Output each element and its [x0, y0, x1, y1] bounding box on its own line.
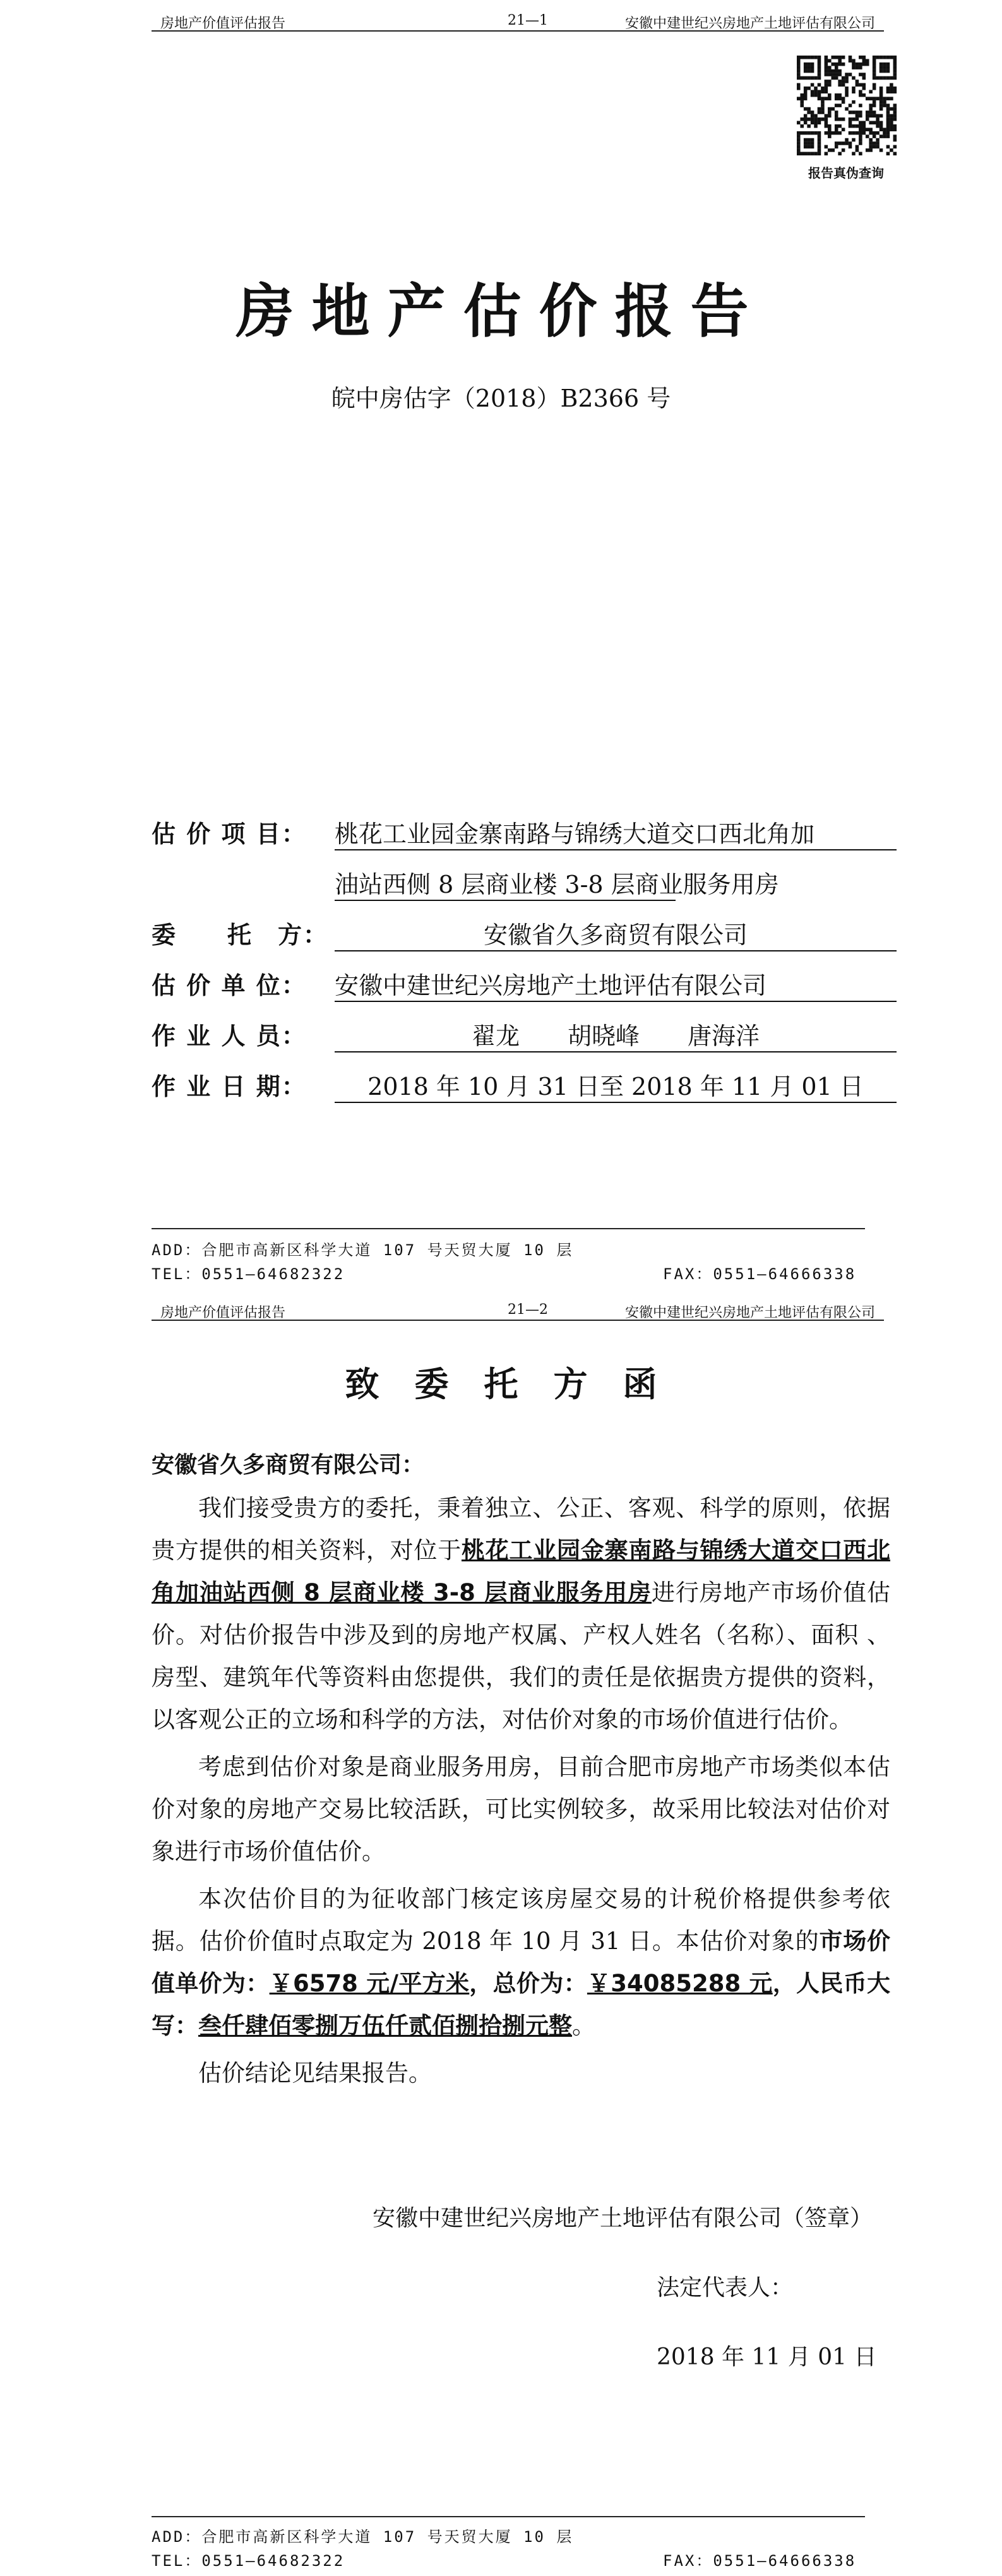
report-title: 房地产估价报告	[236, 278, 766, 345]
letter-title: 致委托方函	[345, 1364, 693, 1404]
info-row-date	[152, 1067, 897, 1105]
paragraph-3	[152, 1878, 890, 2047]
total-price-label: ，总价为：	[469, 1970, 587, 1997]
info-value: 安徽中建世纪兴房地产土地评估有限公司	[335, 966, 897, 1002]
unit-price-label: 市场价值单价为：	[152, 1928, 890, 1997]
info-value: 翟龙 胡晓峰 唐海洋	[335, 1017, 897, 1052]
unit-price-value: ￥6578 元/平方米	[269, 1970, 470, 1997]
legal-representative: 法定代表人：	[657, 2275, 794, 2301]
qr-label: 报告真伪查询	[808, 165, 884, 181]
info-row-client	[152, 915, 897, 953]
page-header	[152, 5, 884, 32]
footer-tel: TEL：0551—64682322	[152, 1265, 345, 1283]
info-value: 安徽省久多商贸有限公司	[335, 915, 897, 951]
header-company: 安徽中建世纪兴房地产土地评估有限公司	[624, 16, 875, 32]
footer-tel: TEL：0551—64682322	[152, 2552, 345, 2570]
header-left: 房地产价值评估报告	[160, 1305, 286, 1321]
info-row-project	[152, 814, 897, 852]
footer-address: ADD：合肥市高新区科学大道 107 号天贸大厦 10 层	[152, 2528, 574, 2546]
footer-address: ADD：合肥市高新区科学大道 107 号天贸大厦 10 层	[152, 1241, 574, 1259]
paragraph-2: 考虑到估价对象是商业服务用房，目前合肥市房地产市场类似本估价对象的房地产交易比较活跃，可比实例较多，故采用比较法对估价对象进行市场价值估价。	[152, 1753, 890, 1865]
page-number: 21—2	[508, 1302, 548, 1318]
info-row-staff	[152, 1017, 897, 1054]
footer-rule	[152, 2516, 865, 2517]
letter-body	[152, 1487, 890, 2099]
text-span: 我们接受贵方的委托，秉着独立、公正、客观、科学的原则，依据贵方提供的相关资料，对位于	[152, 1494, 890, 1564]
text-span: 。	[572, 2012, 595, 2039]
footer-fax: FAX：0551—64666338	[663, 1265, 857, 1283]
info-label: 作 业 日 期：	[152, 1073, 307, 1100]
info-value: 2018 年 10 月 31 日至 2018 年 11 月 01 日	[335, 1067, 897, 1103]
company-signature: 安徽中建世纪兴房地产土地评估有限公司（签章）	[373, 2205, 873, 2231]
paragraph-1	[152, 1487, 890, 1741]
header-left: 房地产价值评估报告	[160, 16, 286, 32]
page-number: 21—1	[508, 13, 548, 28]
letter-date: 2018 年 11 月 01 日	[657, 2344, 877, 2370]
footer-rule	[152, 1228, 865, 1229]
info-row-project-cont	[152, 865, 897, 903]
capital-amount-label: ，人民币大写：	[152, 1970, 891, 2039]
text-span: 进行房地产市场价值估价。对估价报告中涉及到的房地产权属、产权人姓名（名称）、面积 、房型、建筑年代等资料由您提供，我们的责任是依据贵方提供的资料，以客观公正的立场和科学的方法，对估价对象的市场价值进行估价。	[152, 1579, 890, 1733]
capital-amount-value: 叁仟肆佰零捌万伍仟贰佰捌拾捌元整	[198, 2012, 572, 2039]
info-label: 估 价 单 位：	[152, 972, 307, 999]
letter-salutation: 安徽省久多商贸有限公司：	[152, 1452, 425, 1478]
total-price-value: ￥34085288 元	[587, 1970, 773, 1997]
property-address: 桃花工业园金寨南路与锦绣大道交口西北角加油站西侧 8 层商业楼 3-8 层商业服务用房	[152, 1537, 891, 1606]
paragraph-4: 估价结论见结果报告。	[198, 2060, 432, 2087]
header-company: 安徽中建世纪兴房地产土地评估有限公司	[624, 1305, 875, 1321]
info-label: 估 价 项 目：	[152, 820, 307, 848]
text-span: 本次估价目的为征收部门核定该房屋交易的计税价格提供参考依据。估价价值时点取定为 2018 年 10 月 31 日。本估价对象的	[152, 1885, 890, 1955]
qr-code-icon[interactable]	[797, 56, 897, 155]
info-row-appraiser	[152, 966, 897, 1004]
info-value: 油站西侧 8 层商业楼 3-8 层商业服务用房	[335, 865, 676, 901]
info-value: 桃花工业园金寨南路与锦绣大道交口西北角加	[335, 814, 897, 850]
report-number: 皖中房估字（2018）B2366 号	[331, 385, 671, 412]
info-label: 委 托 方：	[152, 921, 329, 949]
page-header	[152, 1294, 884, 1321]
info-label: 作 业 人 员：	[152, 1022, 307, 1050]
footer-fax: FAX：0551—64666338	[663, 2552, 857, 2570]
